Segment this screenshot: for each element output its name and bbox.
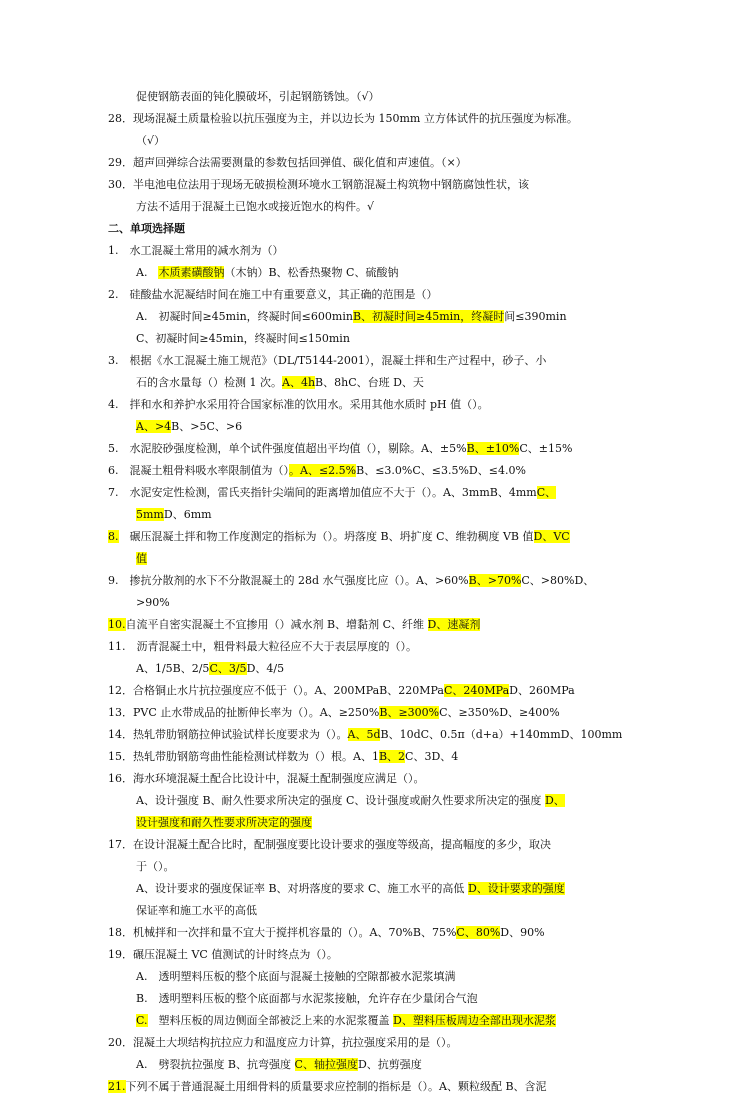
text-run: 自流平自密实混凝土不宜掺用（）减水剂 B、增黏剂 C、纤维 [125,618,428,631]
text-run: 二、单项选择题 [108,222,185,235]
text-run: A. 劈裂抗拉强度 B、抗弯强度 [136,1058,295,1071]
text-line [108,482,648,504]
highlighted-answer: 值 [136,552,147,565]
text-run: 30．半电池电位法用于现场无破损检测环境水工钢筋混凝土构筑物中钢筋腐蚀性状，该 [108,178,529,191]
text-line [108,944,648,966]
text-line [108,658,648,680]
text-run: 保证率和施工水平的高低 [136,904,257,917]
highlighted-answer: C、80% [456,926,501,939]
text-line [108,416,648,438]
text-line [108,790,648,812]
text-line [108,746,648,768]
text-line [108,768,648,790]
highlighted-answer: C、 [536,486,557,499]
text-line [108,328,648,350]
text-run: 方法不适用于混凝土已饱水或接近饱水的构件。√ [136,200,375,213]
text-line [108,1076,648,1098]
highlighted-answer: 10. [108,618,126,631]
text-run: C、初凝时间≥45min，终凝时间≤150min [136,332,350,345]
text-run: D、6mm [163,508,212,521]
text-line [108,372,648,394]
text-line [108,526,648,548]
highlighted-answer: D、速凝剂 [427,618,481,631]
highlighted-answer: 8. [108,530,119,543]
highlighted-answer: D、塑料压板周边全部出现水泥浆 [393,1014,556,1027]
text-line [108,196,648,218]
text-run: 12．合格铜止水片抗拉强度应不低于（）。A、200MPaB、220MPa [108,684,444,697]
highlighted-answer: B、>70% [468,574,522,587]
highlighted-answer: A、5d [347,728,381,741]
text-line [108,174,648,196]
text-run: B、>5C、>6 [171,420,243,433]
text-line [108,988,648,1010]
text-line [108,460,648,482]
highlighted-answer: C、3/5 [209,662,247,675]
text-run: B. 透明塑料压板的整个底面都与水泥浆接触，允许存在少量闭合气泡 [136,992,478,1005]
text-run: 15．热轧带肋钢筋弯曲性能检测试样数为（）根。A、1 [108,750,379,763]
text-run: A、1/5B、2/5 [136,662,210,675]
text-line [108,1054,648,1076]
text-line [108,504,648,526]
highlighted-answer: A、4h [282,376,316,389]
text-run: 石的含水量每（）检测 1 次。 [136,376,282,389]
text-run: C、3D、4 [405,750,459,763]
text-line [108,130,648,152]
text-run: （√） [136,134,166,147]
highlighted-answer: A、>4 [136,420,172,433]
highlighted-answer: B、初凝时间≥45min，终凝时 [352,310,505,323]
highlighted-answer: 5mm [136,508,164,521]
text-run: 17．在设计混凝土配合比时，配制强度要比设计要求的强度等级高，提高幅度的多少，取决 [108,838,551,851]
text-line [108,262,648,284]
text-line [108,1032,648,1054]
text-run: A. 初凝时间≥45min，终凝时间≤600min [136,310,353,323]
highlighted-answer: B、2 [378,750,406,763]
text-run: 下列不属于普通混凝土用细骨料的质量要求应控制的指标是（）。A、颗粒级配 B、含泥 [125,1080,547,1093]
text-run: >90% [136,596,170,609]
text-line [108,240,648,262]
highlighted-answer: 。A、≤2.5% [289,464,357,477]
text-run: A. [136,266,159,279]
text-run: D、4/5 [246,662,285,675]
text-line [108,306,648,328]
highlighted-answer: D、VC [533,530,570,543]
text-run: 间≤390min [504,310,567,323]
text-run: C、≥350%D、≥400% [439,706,560,719]
text-line [108,812,648,834]
highlighted-answer: 木质素磺酸钠 [158,266,225,279]
text-run: 18．机械拌和一次拌和量不宜大于搅拌机容量的（）。A、70%B、75% [108,926,457,939]
text-line [108,900,648,922]
text-line [108,86,648,108]
text-run: 于（）。 [136,860,175,873]
text-run: 1. 水工混凝土常用的减水剂为（） [108,244,284,257]
text-run: B、≤3.0%C、≤3.5%D、≤4.0% [356,464,526,477]
text-run: 3. 根据《水工混凝土施工规范》（DL/T5144-2001），混凝土拌和生产过程中，砂子、小 [108,354,547,367]
text-line [108,834,648,856]
text-run: 16．海水环境混凝土配合比设计中，混凝土配制强度应满足（）。 [108,772,425,785]
text-run: B、10dC、0.5π（d+a）+140mmD、100mm [380,728,623,741]
text-run: A、设计强度 B、耐久性要求所决定的强度 C、设计强度或耐久性要求所决定的强度 [136,794,545,807]
highlighted-answer: C、240MPa [443,684,510,697]
highlighted-answer: C、轴拉强度 [294,1058,358,1071]
text-line [108,570,648,592]
text-line [108,966,648,988]
text-line [108,548,648,570]
highlighted-answer: B、±10% [466,442,520,455]
highlighted-answer: B、≥300% [379,706,440,719]
text-line [108,438,648,460]
text-run: 13．PVC 止水带成品的扯断伸长率为（）。A、≥250% [108,706,380,719]
highlighted-answer: D、设计要求的强度 [467,882,565,895]
text-run: C、>80%D、 [521,574,595,587]
highlighted-answer: 设计强度和耐久性要求所决定的强度 [136,816,312,829]
text-line [108,108,648,130]
text-line [108,592,648,614]
text-run: 促使钢筋表面的钝化膜破坏，引起钢筋锈蚀。（√） [136,90,380,103]
text-run: 6. 混凝土粗骨料吸水率限制值为（） [108,464,289,477]
text-line [108,284,648,306]
text-run: （木钠）B、松香热聚物 C、硫酸钠 [224,266,399,279]
text-run: A、设计要求的强度保证率 B、对坍落度的要求 C、施工水平的高低 [136,882,468,895]
text-run: 29．超声回弹综合法需要测量的参数包括回弹值、碳化值和声速值。（×） [108,156,467,169]
text-run: C、±15% [519,442,573,455]
text-line [108,856,648,878]
text-run: D、90% [500,926,545,939]
highlighted-answer: 21. [108,1080,126,1093]
text-run: B、8hC、台班 D、天 [315,376,424,389]
text-run: 4. 拌和水和养护水采用符合国家标准的饮用水。采用其他水质时 pH 值（）。 [108,398,489,411]
text-line [108,878,648,900]
text-run: 9. 掺抗分散剂的水下不分散混凝土的 28d 水气强度比应（）。A、>60% [108,574,469,587]
text-line [108,680,648,702]
text-run: 塑料压板的周边侧面全部被泛上来的水泥浆覆盖 [147,1014,394,1027]
text-run: 5. 水泥胶砂强度检测，单个试件强度值超出平均值（），剔除。A、±5% [108,442,467,455]
text-run: 28．现场混凝土质量检验以抗压强度为主，并以边长为 150mm 立方体试件的抗压强度为标准。 [108,112,578,125]
text-run: A. 透明塑料压板的整个底面与混凝土接触的空隙都被水泥浆填满 [136,970,456,983]
text-line [108,152,648,174]
text-line [108,636,648,658]
text-run: D、抗剪强度 [357,1058,422,1071]
text-run: 2. 硅酸盐水泥凝结时间在施工中有重要意义，其正确的范围是（） [108,288,438,301]
text-run: 碾压混凝土拌和物工作度测定的指标为（）。坍落度 B、坍扩度 C、维勃稠度 VB 值 [118,530,534,543]
text-run: 20．混凝土大坝结构抗拉应力和温度应力计算，抗拉强度采用的是（）。 [108,1036,458,1049]
text-run: 14．热轧带肋钢筋拉伸试验试样长度要求为（）。 [108,728,348,741]
text-line [108,350,648,372]
highlighted-answer: C. [136,1014,148,1027]
text-line [108,702,648,724]
text-line [108,394,648,416]
document-body [108,86,648,1098]
highlighted-answer: D、 [544,794,565,807]
text-run: 7. 水泥安定性检测，雷氏夹指针尖端间的距离增加值应不大于（）。A、3mmB、4mm [108,486,537,499]
text-line [108,1010,648,1032]
text-run: D、260MPa [509,684,575,697]
text-line [108,922,648,944]
text-run: 11. 沥青混凝土中，粗骨料最大粒径应不大于表层厚度的（）。 [108,640,417,653]
text-line [108,614,648,636]
text-run: 19．碾压混凝土 VC 值测试的计时终点为（）。 [108,948,338,961]
text-line [108,724,648,746]
section-heading [108,218,648,240]
